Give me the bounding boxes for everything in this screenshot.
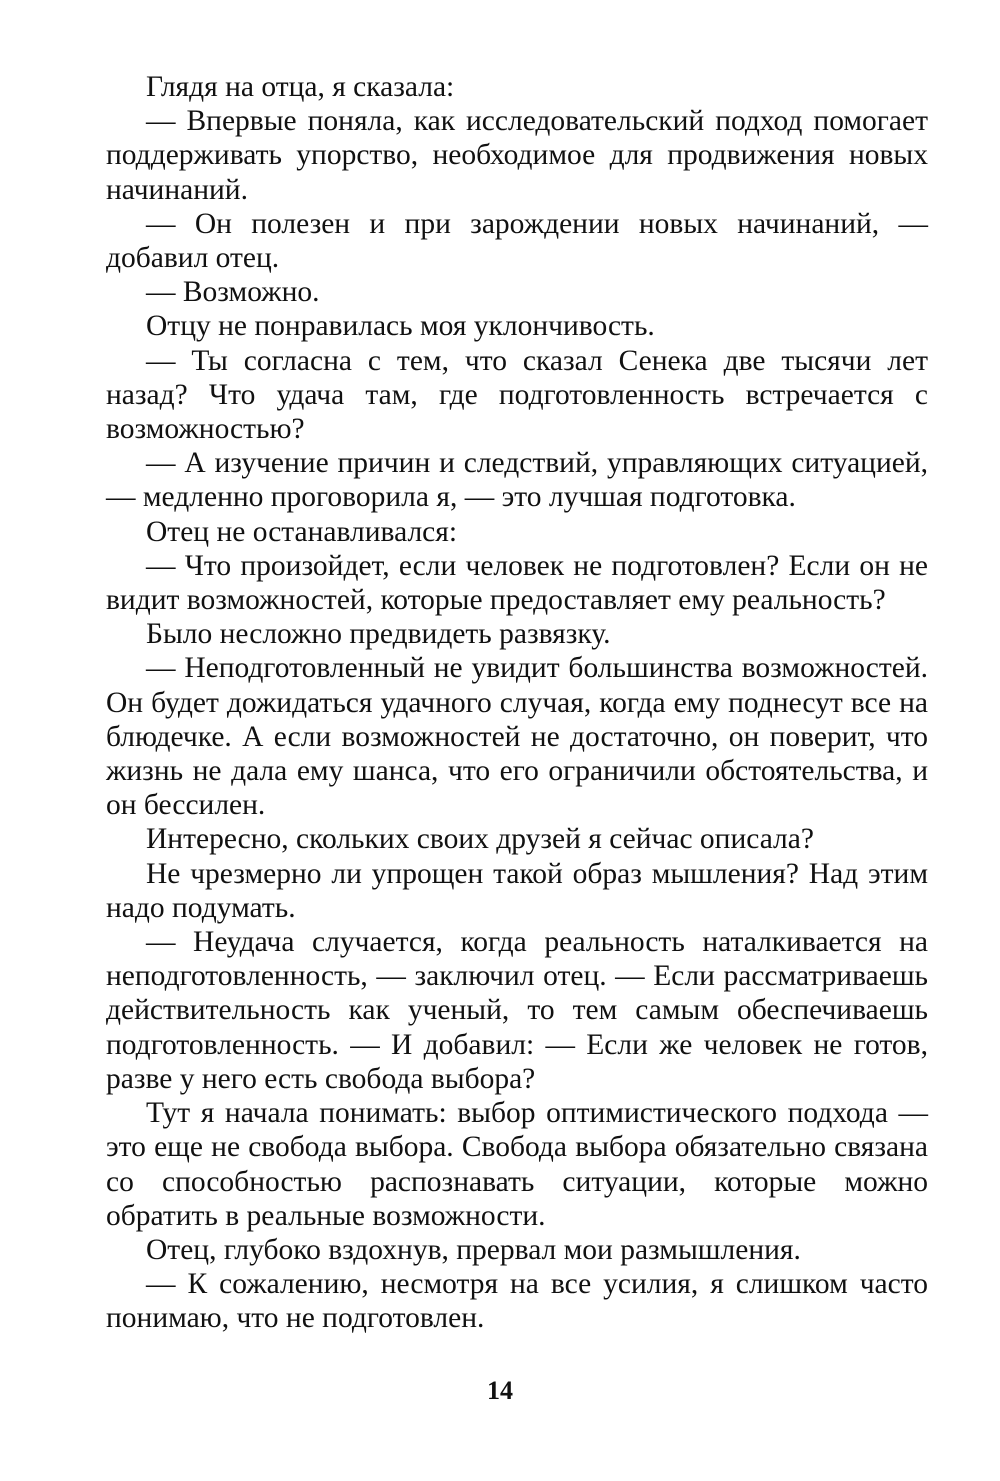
paragraph: Тут я начала понимать: выбор оптимистического подхода — это еще не свобода выбора. Свобода выбора обязательно связана со способностью распознавать ситуации, которые можно обратить в реальные возможности. — [106, 1097, 928, 1232]
paragraph: — Что произойдет, если человек не подготовлен? Если он не видит возможностей, которые предоставляет ему реальность? — [106, 549, 928, 617]
body-text — [106, 70, 928, 1336]
paragraph: — Он полезен и при зарождении новых начинаний, — добавил отец. — [106, 207, 928, 275]
paragraph: — Ты согласна с тем, что сказал Сенека две тысячи лет назад? Что удача там, где подготовленность встречается с возможностью? — [106, 344, 928, 446]
paragraph: Отцу не понравилась моя уклончивость. — [146, 310, 655, 343]
paragraph: Интересно, скольких своих друзей я сейчас описала? — [146, 823, 814, 856]
paragraph: — Неудача случается, когда реальность наталкивается на неподготовленность, — заключил отец. — Если рассматриваешь действительность как ученый, то тем самым обеспечиваешь подготовленность. — И добавил: — Если же человек не готов, разве у него есть свобода выбора? — [106, 926, 928, 1095]
paragraph: — Впервые поняла, как исследовательский подход помогает поддерживать упорство, необходимое для продвижения новых начинаний. — [106, 105, 928, 206]
paragraph: Отец не останавливался: — [146, 515, 458, 548]
page-number: 14 — [487, 1376, 513, 1405]
paragraph: Отец, глубоко вздохнув, прервал мои размышления. — [146, 1233, 801, 1266]
paragraph: — Возможно. — [146, 276, 320, 309]
paragraph: — А изучение причин и следствий, управляющих ситуацией, — медленно проговорила я, — это лучшая подготовка. — [106, 447, 928, 514]
paragraph: Глядя на отца, я сказала: — [146, 71, 455, 103]
paragraph: — К сожалению, несмотря на все усилия, я слишком часто понимаю, что не подготовлен. — [106, 1268, 928, 1335]
paragraph: Было несложно предвидеть развязку. — [146, 618, 611, 651]
paragraph: Не чрезмерно ли упрощен такой образ мышления? Над этим надо подумать. — [106, 857, 928, 924]
paragraph: — Неподготовленный не увидит большинства возможностей. Он будет дожидаться удачного случая, когда ему поднесут все на блюдечке. А если возможностей не достаточно, он поверит, что жизнь не дала ему шанса, что его ограничили обстоятельства, и он бессилен. — [106, 652, 928, 822]
